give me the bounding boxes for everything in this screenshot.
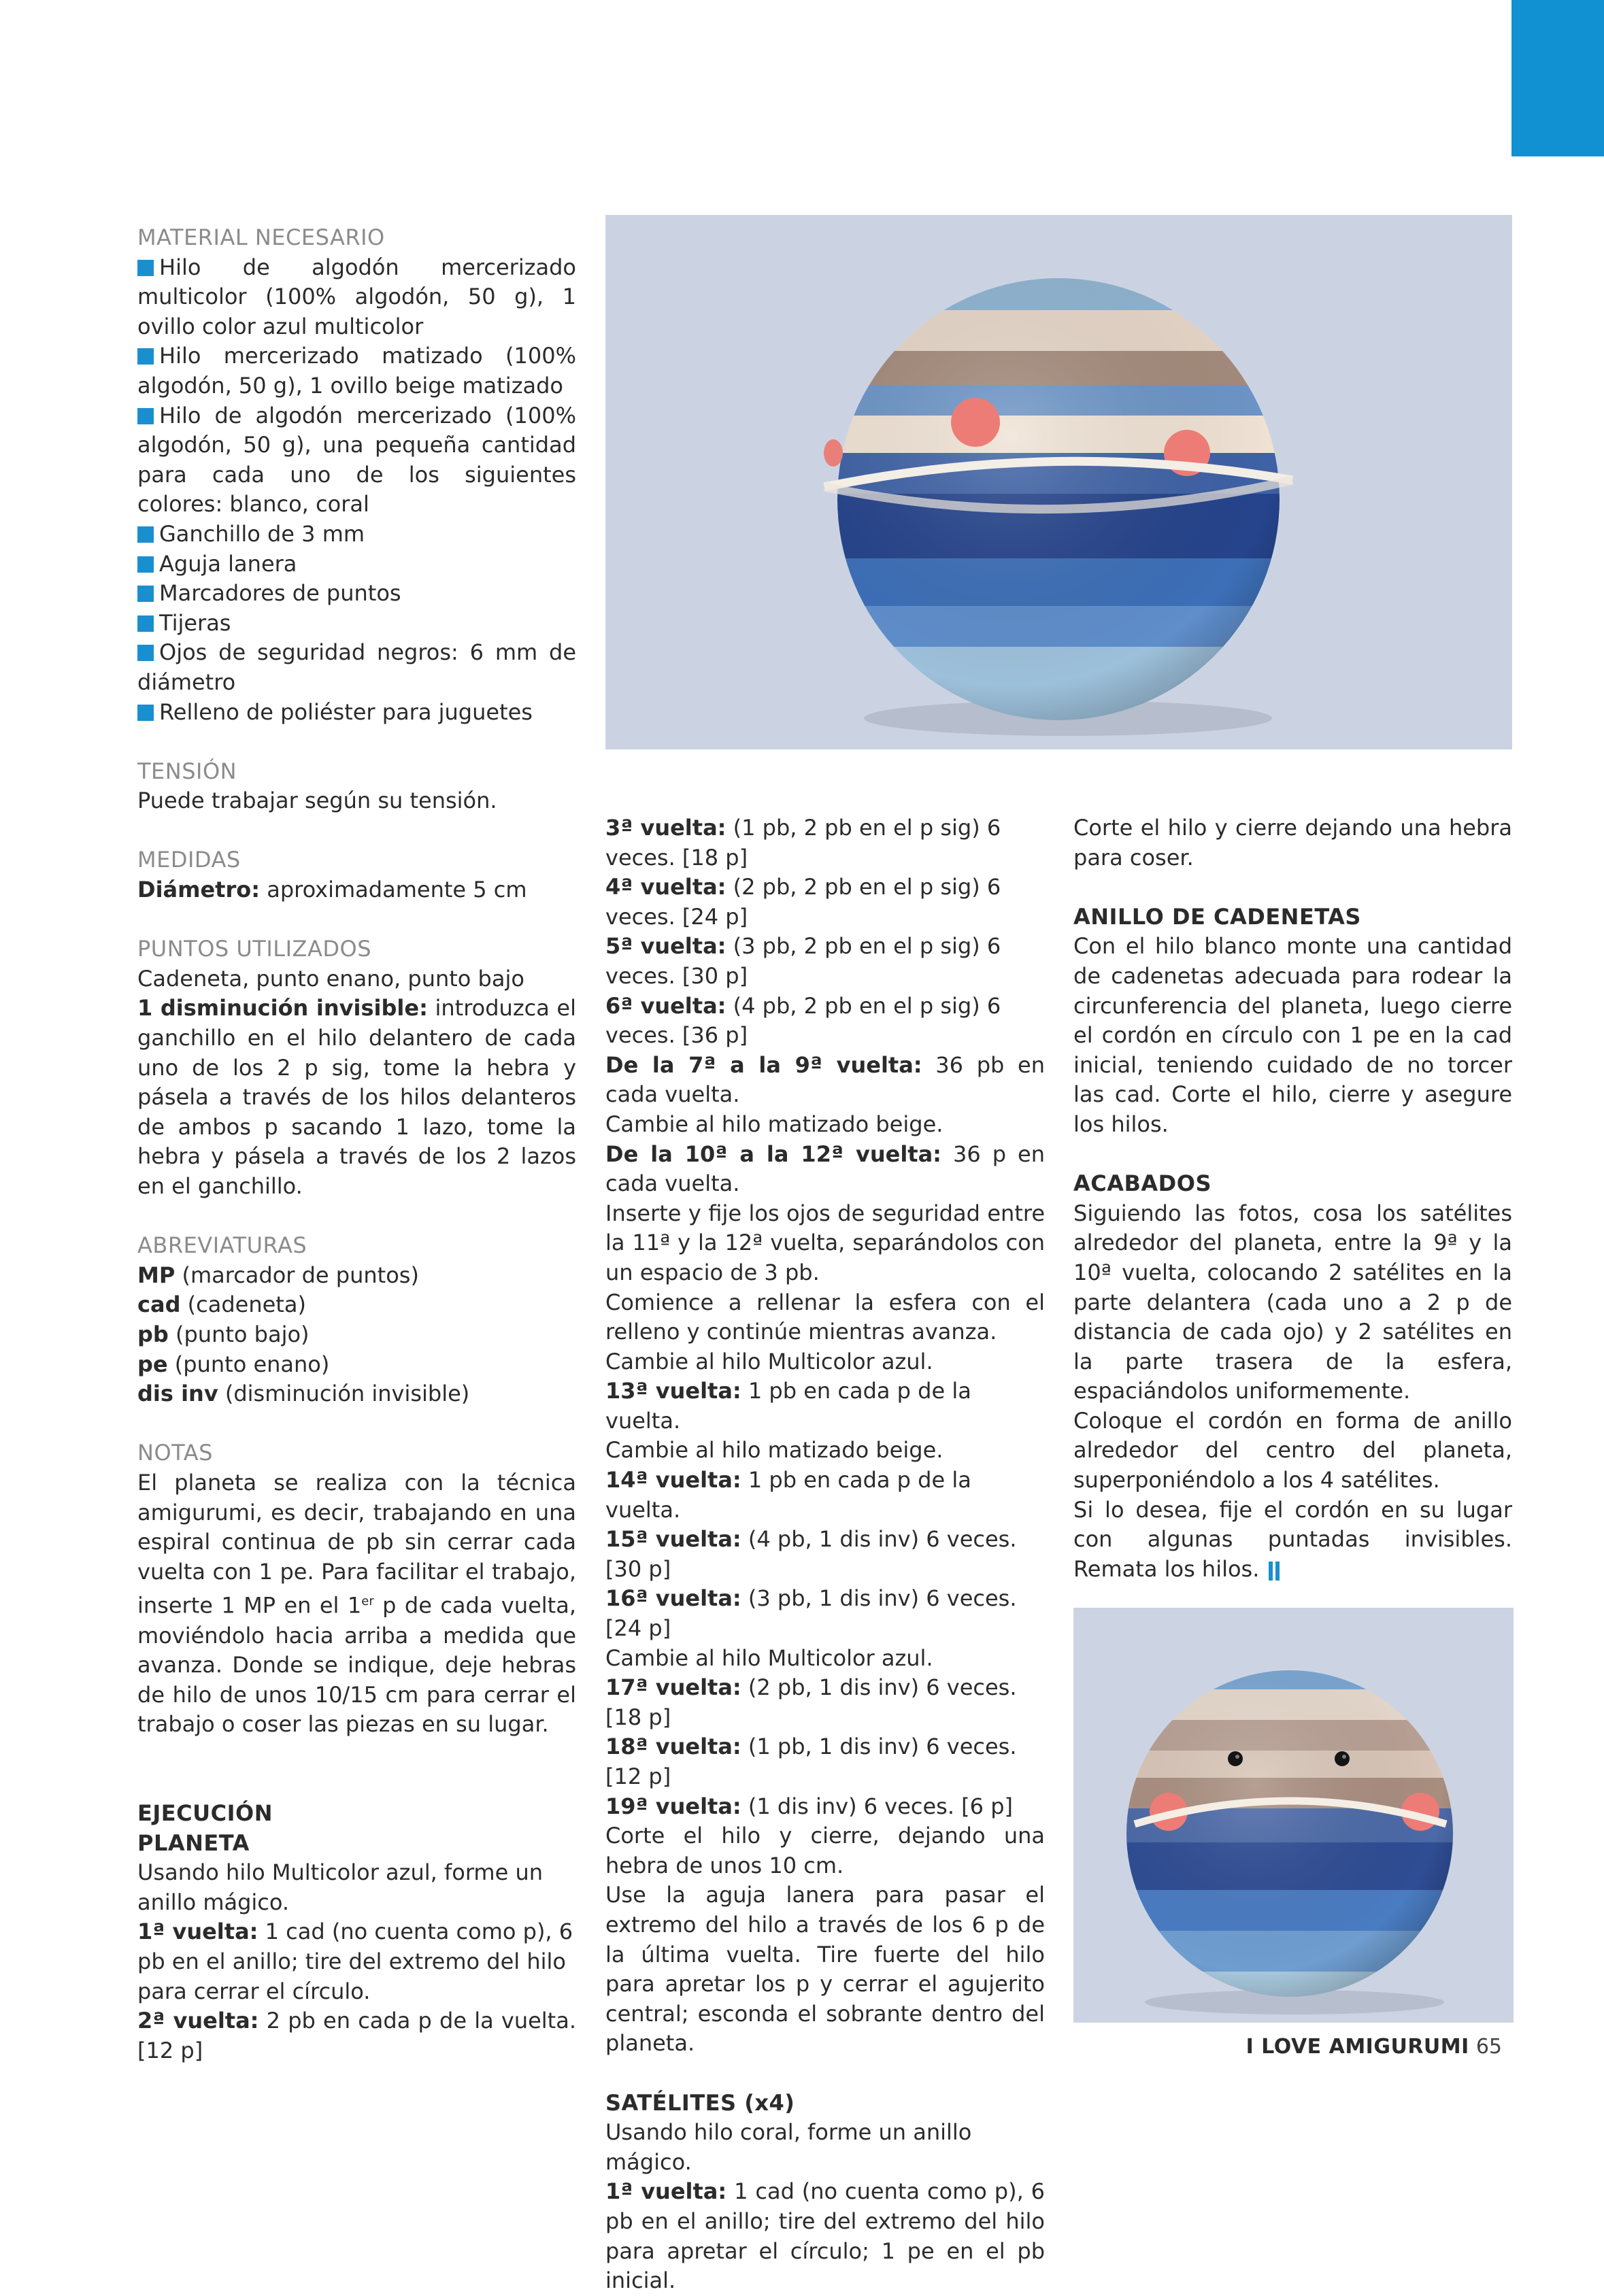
page-footer <box>1246 2035 1502 2059</box>
page-number: 65 <box>1475 2035 1502 2059</box>
round-18: 18ª vuelta: (1 pb, 1 dis inv) 6 veces. [12 p] <box>605 1734 1017 1789</box>
materials-heading: MATERIAL NECESARIO <box>137 224 385 250</box>
ring-heading: ANILLO DE CADENETAS <box>1073 903 1361 930</box>
change-multicolor: Cambie al hilo Multicolor azul. <box>605 1644 933 1671</box>
round-17: 17ª vuelta: (2 pb, 1 dis inv) 6 veces. [18 p] <box>605 1674 1017 1730</box>
eyes-instructions: Inserte y fije los ojos de seguridad entre la 11ª y la 12ª vuelta, separándolos con un espacio de 3 pb. <box>605 1200 1045 1285</box>
round-19: 19ª vuelta: (1 dis inv) 6 veces. [6 p] <box>605 1793 1013 1819</box>
materials-item: Ojos de seguridad negros: 6 mm de diámetro <box>137 639 576 695</box>
round-16: 16ª vuelta: (3 pb, 1 dis inv) 6 veces. [24 p] <box>605 1585 1017 1642</box>
round-10-12: De la 10ª a la 12ª vuelta: 36 p en cada vuelta. <box>605 1141 1046 1197</box>
round-2: 2ª vuelta: 2 pb en cada p de la vuelta. [12 p] <box>137 2008 577 2063</box>
satellites-round-1: 1ª vuelta: 1 cad (no cuenta como p), 6 pb en el anillo; tire del extremo del hilo para apretar el círculo; 1 pe en el pb inicial. <box>605 2178 1045 2294</box>
abbreviation-item: dis inv (disminución invisible) <box>137 1381 470 1407</box>
fill-instructions: Comience a rellenar la esfera con el relleno y continúe mientras avanza. <box>605 1289 1045 1345</box>
materials-item: Hilo de algodón mercerizado multicolor (100% algodón, 50 g), 1 ovillo color azul multicolor <box>137 254 576 339</box>
bullet-square-icon <box>137 615 154 632</box>
magazine-title: I LOVE AMIGURUMI <box>1246 2035 1469 2059</box>
bullet-square-icon <box>137 556 154 573</box>
materials-item: Aguja lanera <box>137 550 576 579</box>
finishing-text-3: Si lo desea, fije el cordón en su lugar con algunas puntadas invisibles. Remata los hilos. <box>1073 1496 1512 1589</box>
bullet-square-icon <box>137 645 154 661</box>
sizes-heading: MEDIDAS <box>137 847 241 873</box>
materials-item: Hilo de algodón mercerizado (100% algodón, 50 g), una pequeña cantidad para cada uno de los siguientes colores: blanco, coral <box>137 402 576 518</box>
bullet-square-icon <box>137 408 154 424</box>
section-color-tab <box>1511 0 1604 156</box>
materials-item: Marcadores de puntos <box>137 579 576 609</box>
execution-heading: EJECUCIÓN <box>137 1800 273 1826</box>
round-14: 14ª vuelta: 1 pb en cada p de la vuelta. <box>605 1467 971 1523</box>
notes-heading: NOTAS <box>137 1440 213 1466</box>
right-column <box>1073 813 1512 1588</box>
bullet-square-icon <box>137 348 154 365</box>
satellites-close: Corte el hilo y cierre dejando una hebra para coser. <box>1073 815 1512 871</box>
abbreviation-item: cad (cadeneta) <box>137 1292 306 1318</box>
planet-heading: PLANETA <box>137 1829 250 1856</box>
round-6: 6ª vuelta: (4 pb, 2 pb en el p sig) 6 veces. [36 p] <box>605 992 1001 1049</box>
planet-intro: Usando hilo Multicolor azul, forme un anillo mágico. <box>137 1859 543 1915</box>
ring-text: Con el hilo blanco monte una cantidad de cadenetas adecuada para rodear la circunferencia del planeta, luego cierre el cordón en círculo con 1 pe en la cad inicial, teniendo cuidado de no torcer las cad. Corte el hilo, cierre y asegure los hilos. <box>1073 933 1512 1137</box>
stitches-line: Cadeneta, punto enano, punto bajo <box>137 965 524 992</box>
finishing-heading: ACABADOS <box>1073 1170 1212 1197</box>
bullet-square-icon <box>137 586 154 602</box>
finishing-text-2: Coloque el cordón en forma de anillo alrededor del centro del planeta, superponiéndolo a los 4 satélites. <box>1073 1407 1512 1493</box>
abbreviation-item: pb (punto bajo) <box>137 1321 310 1347</box>
change-multicolor: Cambie al hilo Multicolor azul. <box>605 1348 933 1374</box>
change-beige: Cambie al hilo matizado beige. <box>605 1437 943 1464</box>
close-instructions: Corte el hilo y cierre, dejando una hebra de unos 10 cm. <box>605 1823 1045 1878</box>
round-1: 1ª vuelta: 1 cad (no cuenta como p), 6 pb en el anillo; tire del extremo del hilo para cerrar el círculo. <box>137 1919 573 2004</box>
materials-item: Ganchillo de 3 mm <box>137 520 576 550</box>
bullet-square-icon <box>137 705 154 721</box>
tension-text: Puede trabajar según su tensión. <box>137 788 497 814</box>
bullet-square-icon <box>137 260 154 276</box>
round-15: 15ª vuelta: (4 pb, 1 dis inv) 6 veces. [30 p] <box>605 1526 1017 1582</box>
finish-instructions: Use la aguja lanera para pasar el extremo del hilo a través de los 6 p de la última vuelta. Tire fuerte del hilo para apretar los p y cerrar el agujerito central; esconda el sobrante dentro del planeta. <box>605 1882 1045 2057</box>
round-3: 3ª vuelta: (1 pb, 2 pb en el p sig) 6 veces. [18 p] <box>605 815 1001 871</box>
left-column <box>137 223 576 2065</box>
abbreviation-item: pe (punto enano) <box>137 1351 330 1377</box>
round-4: 4ª vuelta: (2 pb, 2 pb en el p sig) 6 veces. [24 p] <box>605 874 1001 930</box>
materials-item: Relleno de poliéster para juguetes <box>137 698 576 728</box>
middle-column <box>605 813 1045 2296</box>
round-13: 13ª vuelta: 1 pb en cada p de la vuelta. <box>605 1378 971 1434</box>
abbreviations-heading: ABREVIATURAS <box>137 1232 307 1259</box>
abbreviation-item: MP (marcador de puntos) <box>137 1262 419 1288</box>
end-mark-icon <box>1269 1559 1282 1589</box>
materials-item: Tijeras <box>137 609 576 639</box>
planet-photo-side <box>605 215 1512 749</box>
stitches-definition: 1 disminución invisible: introduzca el ganchillo en el hilo delantero de cada uno de los 2 p sig, tome la hebra y pásela a través de los hilos delanteros de ambos p sacando 1 lazo, tome la hebra y pásela a través de los 2 lazos en el ganchillo. <box>137 995 576 1199</box>
round-5: 5ª vuelta: (3 pb, 2 pb en el p sig) 6 veces. [30 p] <box>605 933 1001 989</box>
notes-text: El planeta se realiza con la técnica amigurumi, es decir, trabajando en una espiral continua de pb sin cerrar cada vuelta con 1 pe. Para facilitar el trabajo, inserte 1 MP en el 1er p de cada vuelta, moviéndolo hacia arriba a medida que avanza. Donde se indique, deje hebras de hilo de unos 10/15 cm para cerrar el trabajo o coser las piezas en su lugar. <box>137 1469 577 1738</box>
sizes-text: Diámetro: aproximadamente 5 cm <box>137 877 527 903</box>
change-beige: Cambie al hilo matizado beige. <box>605 1111 943 1137</box>
satellites-heading: SATÉLITES (x4) <box>605 2089 795 2116</box>
satellites-intro: Usando hilo coral, forme un anillo mágico. <box>605 2119 972 2175</box>
stitches-heading: PUNTOS UTILIZADOS <box>137 936 371 962</box>
finishing-text-1: Siguiendo las fotos, cosa los satélites alrededor del planeta, entre la 9ª y la 10ª vuelta, colocando 2 satélites en la parte delantera (cada uno a 2 p de distancia de cada ojo) y 2 satélites en la parte trasera de la esfera, espaciándolos uniformemente. <box>1073 1200 1512 1404</box>
planet-photo-front <box>1073 1608 1514 2023</box>
bullet-square-icon <box>137 526 154 543</box>
round-7-9: De la 7ª a la 9ª vuelta: 36 pb en cada vuelta. <box>605 1051 1046 1108</box>
tension-heading: TENSIÓN <box>137 758 237 784</box>
materials-item: Hilo mercerizado matizado (100% algodón, 50 g), 1 ovillo beige matizado <box>137 343 576 399</box>
